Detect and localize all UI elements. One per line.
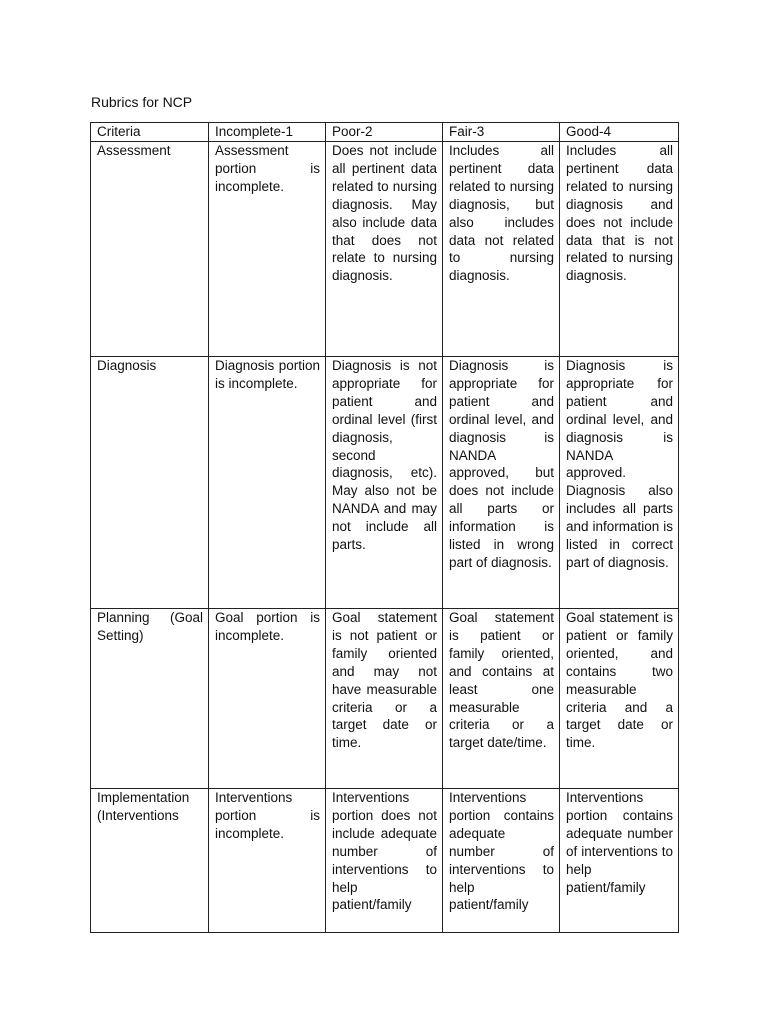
good-cell: Includes all pertinent data related to nursing diagnosis and does not include data that is not related to nursing diagnosis. <box>560 142 679 357</box>
fair-cell: Includes all pertinent data related to nursing diagnosis, but also includes data not related to nursing diagnosis. <box>443 142 560 357</box>
header-row <box>91 123 679 142</box>
poor-cell: Goal statement is not patient or family oriented and may not have measurable criteria or a target date or time. <box>326 609 443 789</box>
document-title: Rubrics for NCP <box>91 94 193 110</box>
table-row <box>91 357 679 609</box>
incomplete-cell: Goal portion is incomplete. <box>209 609 326 789</box>
fair-cell: Goal statement is patient or family oriented, and contains at least one measurable criteria or a target date/time. <box>443 609 560 789</box>
poor-cell: Diagnosis is not appropriate for patient and ordinal level (first diagnosis, second diagnosis, etc). May also not be NANDA and may not include all parts. <box>326 357 443 609</box>
good-cell: Goal statement is patient or family oriented, and contains two measurable criteria and a target date or time. <box>560 609 679 789</box>
good-cell: Diagnosis is appropriate for patient and ordinal level, and diagnosis is NANDA approved. Diagnosis also includes all parts and information is listed in correct part of diagnosis. <box>560 357 679 609</box>
criteria-cell: Diagnosis <box>91 357 209 609</box>
incomplete-cell: Diagnosis portion is incomplete. <box>209 357 326 609</box>
header-criteria: Criteria <box>91 123 209 142</box>
criteria-cell: Implementation (Interventions <box>91 789 209 933</box>
poor-cell: Does not include all pertinent data related to nursing diagnosis. May also include data that does not relate to nursing diagnosis. <box>326 142 443 357</box>
rubric-table <box>90 122 679 933</box>
incomplete-cell: Interventions portion is incomplete. <box>209 789 326 933</box>
header-good: Good-4 <box>560 123 679 142</box>
good-cell: Interventions portion contains adequate number of interventions to help patient/family <box>560 789 679 933</box>
header-poor: Poor-2 <box>326 123 443 142</box>
table-row <box>91 609 679 789</box>
criteria-cell: Assessment <box>91 142 209 357</box>
header-fair: Fair-3 <box>443 123 560 142</box>
fair-cell: Interventions portion contains adequate number of interventions to help patient/family <box>443 789 560 933</box>
table-row <box>91 142 679 357</box>
fair-cell: Diagnosis is appropriate for patient and ordinal level, and diagnosis is NANDA approved, but does not include all parts or information is listed in wrong part of diagnosis. <box>443 357 560 609</box>
poor-cell: Interventions portion does not include adequate number of interventions to help patient/family <box>326 789 443 933</box>
header-incomplete: Incomplete-1 <box>209 123 326 142</box>
criteria-cell: Planning (Goal Setting) <box>91 609 209 789</box>
table-row <box>91 789 679 933</box>
incomplete-cell: Assessment portion is incomplete. <box>209 142 326 357</box>
